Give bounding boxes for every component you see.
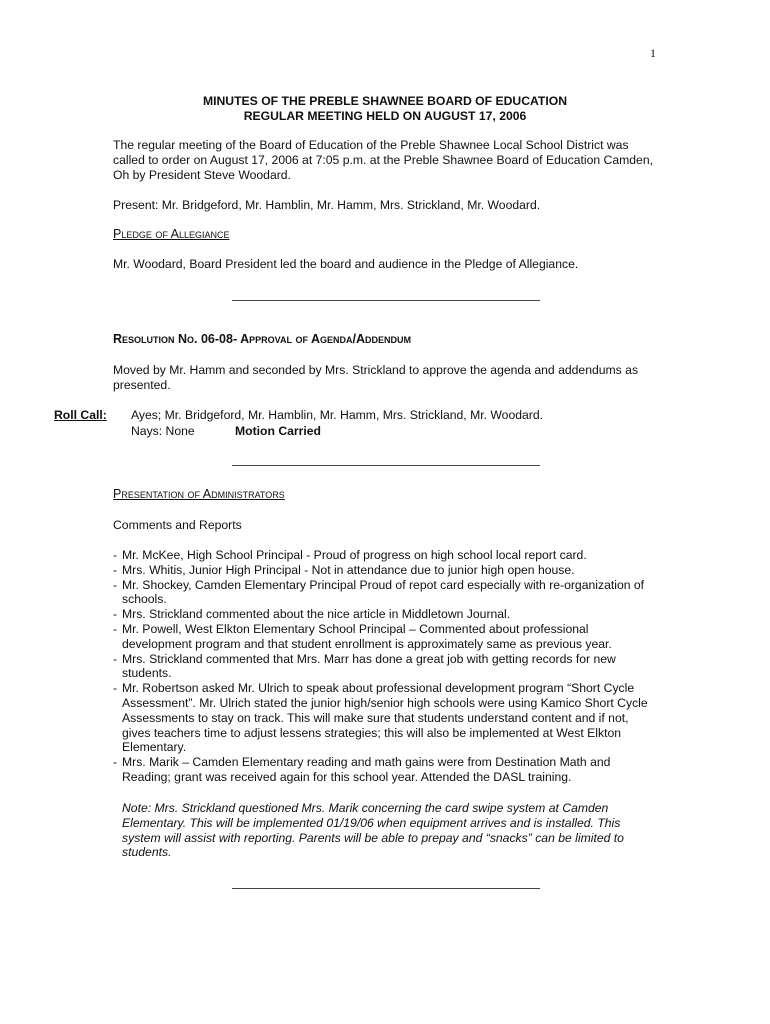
list-item: - Mrs. Whitis, Junior High Principal - Not in attendance due to junior high open house. [113, 563, 658, 578]
reports-list [113, 548, 658, 785]
roll-call-ayes: Ayes; Mr. Bridgeford, Mr. Hamblin, Mr. Hamm, Mrs. Strickland, Mr. Woodard. [131, 408, 543, 422]
pledge-heading-text: Pledge of Allegiance [113, 227, 230, 241]
resolution-paragraph: Moved by Mr. Hamm and seconded by Mrs. Strickland to approve the agenda and addendums as presented. [113, 363, 639, 392]
motion-result: Motion Carried [235, 424, 321, 438]
resolution-heading [113, 332, 658, 347]
resolution-heading-text: Resolution No. 06-08- Approval of Agenda/Addendum [113, 332, 411, 346]
list-item: - Mr. Shockey, Camden Elementary Principal Proud of repot card especially with re-organization of schools. [113, 578, 658, 608]
list-item: - Mr. Robertson asked Mr. Ulrich to speak about professional development program “Short Cycle Assessment”. Mr. Ulrich stated the junior high/senior high schools were using Kamico Short Cycle Assessments to stay on track. This will make sure that students understand content and if not, gives teachers time to adjust lessens strategies; this will also be implemented at West Elkton Elementary. [113, 681, 658, 755]
section-divider [232, 300, 540, 301]
section-divider [232, 465, 540, 466]
present-line: Present: Mr. Bridgeford, Mr. Hamblin, Mr. Hamm, Mrs. Strickland, Mr. Woodard. [113, 198, 541, 212]
list-item: - Mrs. Marik – Camden Elementary reading and math gains were from Destination Math and Reading; grant was received again for this school year. Attended the DASL training. [113, 755, 658, 785]
intro-paragraph: The regular meeting of the Board of Education of the Preble Shawnee Local School District was called to order on August 17, 2006 at 7:05 p.m. at the Preble Shawnee Board of Education Camden, Oh by President Steve Woodard. [113, 138, 653, 182]
list-item: - Mr. McKee, High School Principal - Proud of progress on high school local report card. [113, 548, 658, 563]
list-item: - Mrs. Strickland commented that Mrs. Marr has done a great job with getting records for new students. [113, 652, 658, 682]
comments-heading: Comments and Reports [113, 518, 242, 532]
presentation-heading-text: Presentation of Administrators [113, 487, 285, 501]
presentation-heading [113, 487, 658, 502]
roll-call-label: Roll Call: [54, 408, 107, 422]
list-item: - Mr. Powell, West Elkton Elementary School Principal – Commented about professional development program and that student enrollment is approximately same as previous year. [113, 622, 658, 652]
document-title: MINUTES OF THE PREBLE SHAWNEE BOARD OF EDUCATION [202, 94, 568, 108]
page-number: 1 [650, 46, 656, 60]
note-paragraph: Note: Mrs. Strickland questioned Mrs. Marik concerning the card swipe system at Camden Elementary. This will be implemented 01/19/06 when equipment arrives and is installed. This system will assist with reporting. Parents will be able to prepay and “snacks” can be limited to students. [122, 801, 624, 860]
list-item: - Mrs. Strickland commented about the nice article in Middletown Journal. [113, 607, 658, 622]
section-divider [232, 888, 540, 889]
pledge-paragraph: Mr. Woodard, Board President led the board and audience in the Pledge of Allegiance. [113, 257, 579, 271]
document-subtitle: REGULAR MEETING HELD ON AUGUST 17, 2006 [243, 109, 527, 123]
roll-call-nays: Nays: None [131, 424, 195, 438]
pledge-heading [113, 227, 658, 242]
